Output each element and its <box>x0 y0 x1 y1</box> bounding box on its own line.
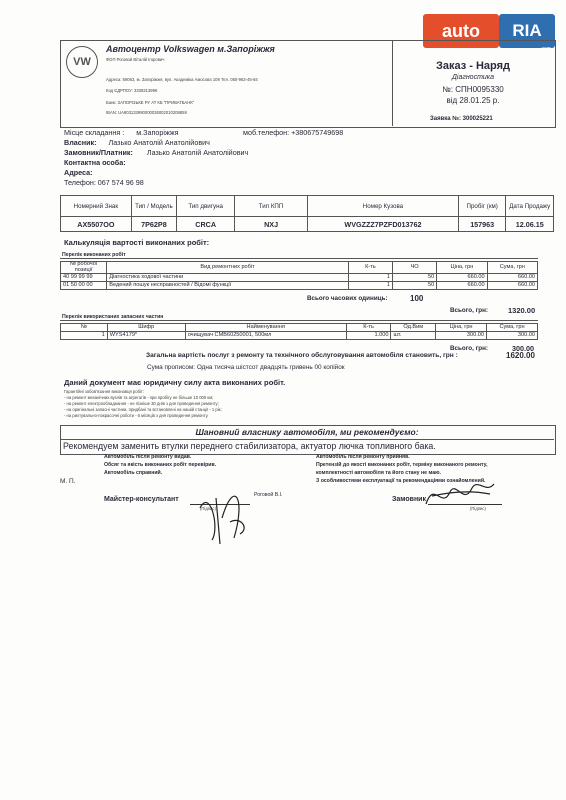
parts-header: Од.Вим <box>391 324 436 332</box>
legal-line: - на ремонт механічних вузлів та агрегатів - при пробігу не більше 10 000 км; <box>64 395 214 400</box>
company-edrpou: Код ЄДРПОУ: 3339313996 <box>106 88 158 93</box>
works-header: Ціна, грн <box>437 262 487 274</box>
works-cell: 01 50 00 00 <box>61 282 107 290</box>
legal-line: - на ремонт електрообладнання - не пізніше 30 днів з дня проведення ремонту; <box>64 401 219 406</box>
works-cell: Діагностика ходової частини <box>107 274 349 282</box>
works-header: Вид ремонтних робіт <box>107 262 349 274</box>
works-title-rule <box>60 258 538 259</box>
master-name: Роговой В.І. <box>254 492 283 498</box>
signoff-right-line: З особливостями експлуатації та рекомендаціями ознайомлений. <box>316 478 486 484</box>
legal-line: Гарантійні зобов'язання виконавця робіт: <box>64 389 144 394</box>
grand-total-words: Сума прописом: Одна тисяча шістсот двадцять гривень 00 копійок <box>147 364 345 371</box>
signoff-right-line: комплектності автомобіля та його стану не маю. <box>316 470 441 476</box>
vehicle-header: Пробіг (км) <box>458 196 506 217</box>
owner-value: Лазько Анатолій Анатолійович <box>108 138 210 147</box>
works-cell: 1 <box>348 282 392 290</box>
vehicle-header-row <box>61 196 554 217</box>
recommend-title: Шановний власнику автомобіля, ми рекомендуємо: <box>195 427 419 437</box>
vw-logo-icon: VW <box>66 46 98 78</box>
vehicle-vin: WVGZZZ7PZFD013762 <box>307 217 458 232</box>
recommend-divider <box>60 439 554 440</box>
hours-value: 100 <box>410 294 424 303</box>
grand-total-value: 1620.00 <box>506 351 535 360</box>
parts-cell: 300.00 <box>436 332 487 340</box>
vehicle-model: 7P62P8 <box>131 217 176 232</box>
parts-cell: шт. <box>391 332 436 340</box>
recommend-text: Рекомендуем заменить втулки переднего стабилизатора, актуатор лючка топливного бака. <box>63 441 436 451</box>
request-number: Заявка №: 300025221 <box>430 116 493 122</box>
vehicle-gearbox: NXJ <box>235 217 308 232</box>
client-phone: Телефон: 067 574 96 98 <box>64 178 144 187</box>
company-name: Автоцентр Volkswagen м.Запоріжжя <box>106 44 275 54</box>
company-bank: Банк: ЗАПОРІЗЬКЕ РУ АТ КБ "ПРИВАТБАНК" <box>106 100 195 105</box>
payer-value: Лазько Анатолій Анатолійович <box>146 148 249 157</box>
vehicle-header: Тип двигуна <box>177 196 235 217</box>
table-row <box>61 332 538 340</box>
address-label: Адреса: <box>64 168 93 177</box>
works-cell: Ведений пошук несправностей / Відомі функції <box>107 282 349 290</box>
owner-label: Власник: <box>64 138 97 147</box>
table-row <box>61 282 538 290</box>
works-header: К-ть <box>348 262 392 274</box>
order-type: Діагностика <box>452 74 494 81</box>
parts-cell: 300.00 <box>487 332 538 340</box>
works-header: Сума, грн <box>487 262 537 274</box>
vehicle-mileage: 157963 <box>458 217 506 232</box>
vehicle-header: Тип КПП <box>235 196 308 217</box>
vehicle-header: Тип / Модель <box>131 196 176 217</box>
works-header: № робочої позиції <box>61 262 107 274</box>
place-value: м.Запоріжжя <box>136 128 179 137</box>
table-row <box>61 274 538 282</box>
contact-label: Контактна особа: <box>64 158 126 167</box>
parts-header: Найменування <box>185 324 346 332</box>
vehicle-header: Номер Кузова <box>307 196 458 217</box>
watermark-ria: RIA <box>499 14 555 48</box>
parts-header: № <box>61 324 108 332</box>
works-cell: 50 <box>393 274 437 282</box>
signoff-right-line: Претензій до якості виконаних робіт, терміну виконаного ремонту, <box>316 462 488 468</box>
watermark-auto: auto <box>423 14 499 48</box>
works-title: Перелік виконаних робіт <box>62 252 126 258</box>
works-table <box>60 261 538 290</box>
works-header-row <box>61 262 538 274</box>
works-cell: 660.00 <box>487 274 537 282</box>
parts-title: Перелік використаних запасних частин <box>62 314 164 320</box>
works-total-value: 1320.00 <box>508 306 536 315</box>
customer-signature-icon <box>420 474 500 514</box>
parts-cell: очищувач CMB60250001, 500мл <box>185 332 346 340</box>
payer-label: Замовник/Платник: <box>64 148 133 157</box>
parts-total-value: 300.00 <box>512 344 534 353</box>
vehicle-plate: AX5507OO <box>61 217 132 232</box>
signoff-left-line: Автомобіль справний. <box>104 470 163 476</box>
parts-header-row <box>61 324 538 332</box>
signoff-left-line: Автомобіль після ремонту видав. <box>104 454 192 460</box>
master-label: Майстер-консультант <box>104 496 179 503</box>
parts-cell: 1.000 <box>346 332 391 340</box>
signoff-right-line: Автомобіль після ремонту прийняв. <box>316 454 410 460</box>
vehicle-sale-date: 12.06.15 <box>506 217 554 232</box>
vehicle-header: Номерний Знак <box>61 196 132 217</box>
legal-title: Даний документ має юридичну силу акта виконаних робіт. <box>64 378 286 387</box>
order-number: №: СПН0095330 <box>442 85 504 94</box>
parts-title-rule <box>60 320 538 321</box>
works-cell: 660.00 <box>437 274 487 282</box>
grand-total-label: Загальна вартість послуг з ремонту та технічного обслуговування автомобіля становить, грн : <box>146 352 458 359</box>
payer-row <box>64 148 248 157</box>
signoff-left-line: Обсяг та якість виконаних робіт перевірив. <box>104 462 217 468</box>
client-mobile: моб.телефон: +380675749698 <box>243 128 344 137</box>
company-iban: IBAN: UA803133990000026002010208859 <box>106 110 187 115</box>
parts-total-label: Всього, грн: <box>450 345 489 352</box>
works-cell: 40 99 99 99 <box>61 274 107 282</box>
owner-row <box>64 138 210 147</box>
company-owner: ФОП Роговой Віталій Ігорович <box>106 57 165 62</box>
parts-header: Сума, грн <box>487 324 538 332</box>
works-cell: 50 <box>393 282 437 290</box>
works-cell: 1 <box>348 274 392 282</box>
works-header: ЧО <box>393 262 437 274</box>
header-divider <box>392 40 393 126</box>
vehicle-header: Дата Продажу <box>506 196 554 217</box>
parts-header: Шифр <box>107 324 185 332</box>
works-cell: 660.00 <box>437 282 487 290</box>
vehicle-table <box>60 195 554 232</box>
customer-label: Замовник <box>392 496 426 503</box>
master-signature-icon <box>190 468 260 548</box>
works-total-label: Всього, грн: <box>450 307 489 314</box>
parts-cell: 1 <box>61 332 108 340</box>
parts-table <box>60 323 538 340</box>
vehicle-engine: CRCA <box>177 217 235 232</box>
legal-line: - на рихтувально-покрасочні роботи - 6 місяців з дня проведення ремонту. <box>64 413 209 418</box>
parts-header: К-ть <box>346 324 391 332</box>
watermark-domain: .com <box>540 46 551 52</box>
hours-label: Всього часових одиниць: <box>307 295 388 302</box>
vehicle-value-row <box>61 217 554 232</box>
place-label: Місце складання : <box>64 128 125 137</box>
works-cell: 660.00 <box>487 282 537 290</box>
order-title: Заказ - Наряд <box>435 60 511 72</box>
order-date: від 28.01.25 р. <box>446 96 500 105</box>
calc-title: Калькуляція вартості виконаних робіт: <box>64 238 210 247</box>
master-podpis: (Підпис) <box>200 506 216 511</box>
parts-cell: WYS4179* <box>107 332 185 340</box>
place-row <box>64 128 179 137</box>
seal-place: М. П. <box>60 478 76 485</box>
customer-podpis: (Підпис) <box>470 506 486 511</box>
legal-line: - на оригінальні запасні частини, придбані та встановлені на нашій станції - 1 рік; <box>64 407 222 412</box>
company-address: Адреса: 69063, м. Запоріжжя, вул. Академіка Амосова 109 Тел. 050-963-45-84 <box>106 77 258 82</box>
parts-header: Ціна, грн <box>436 324 487 332</box>
